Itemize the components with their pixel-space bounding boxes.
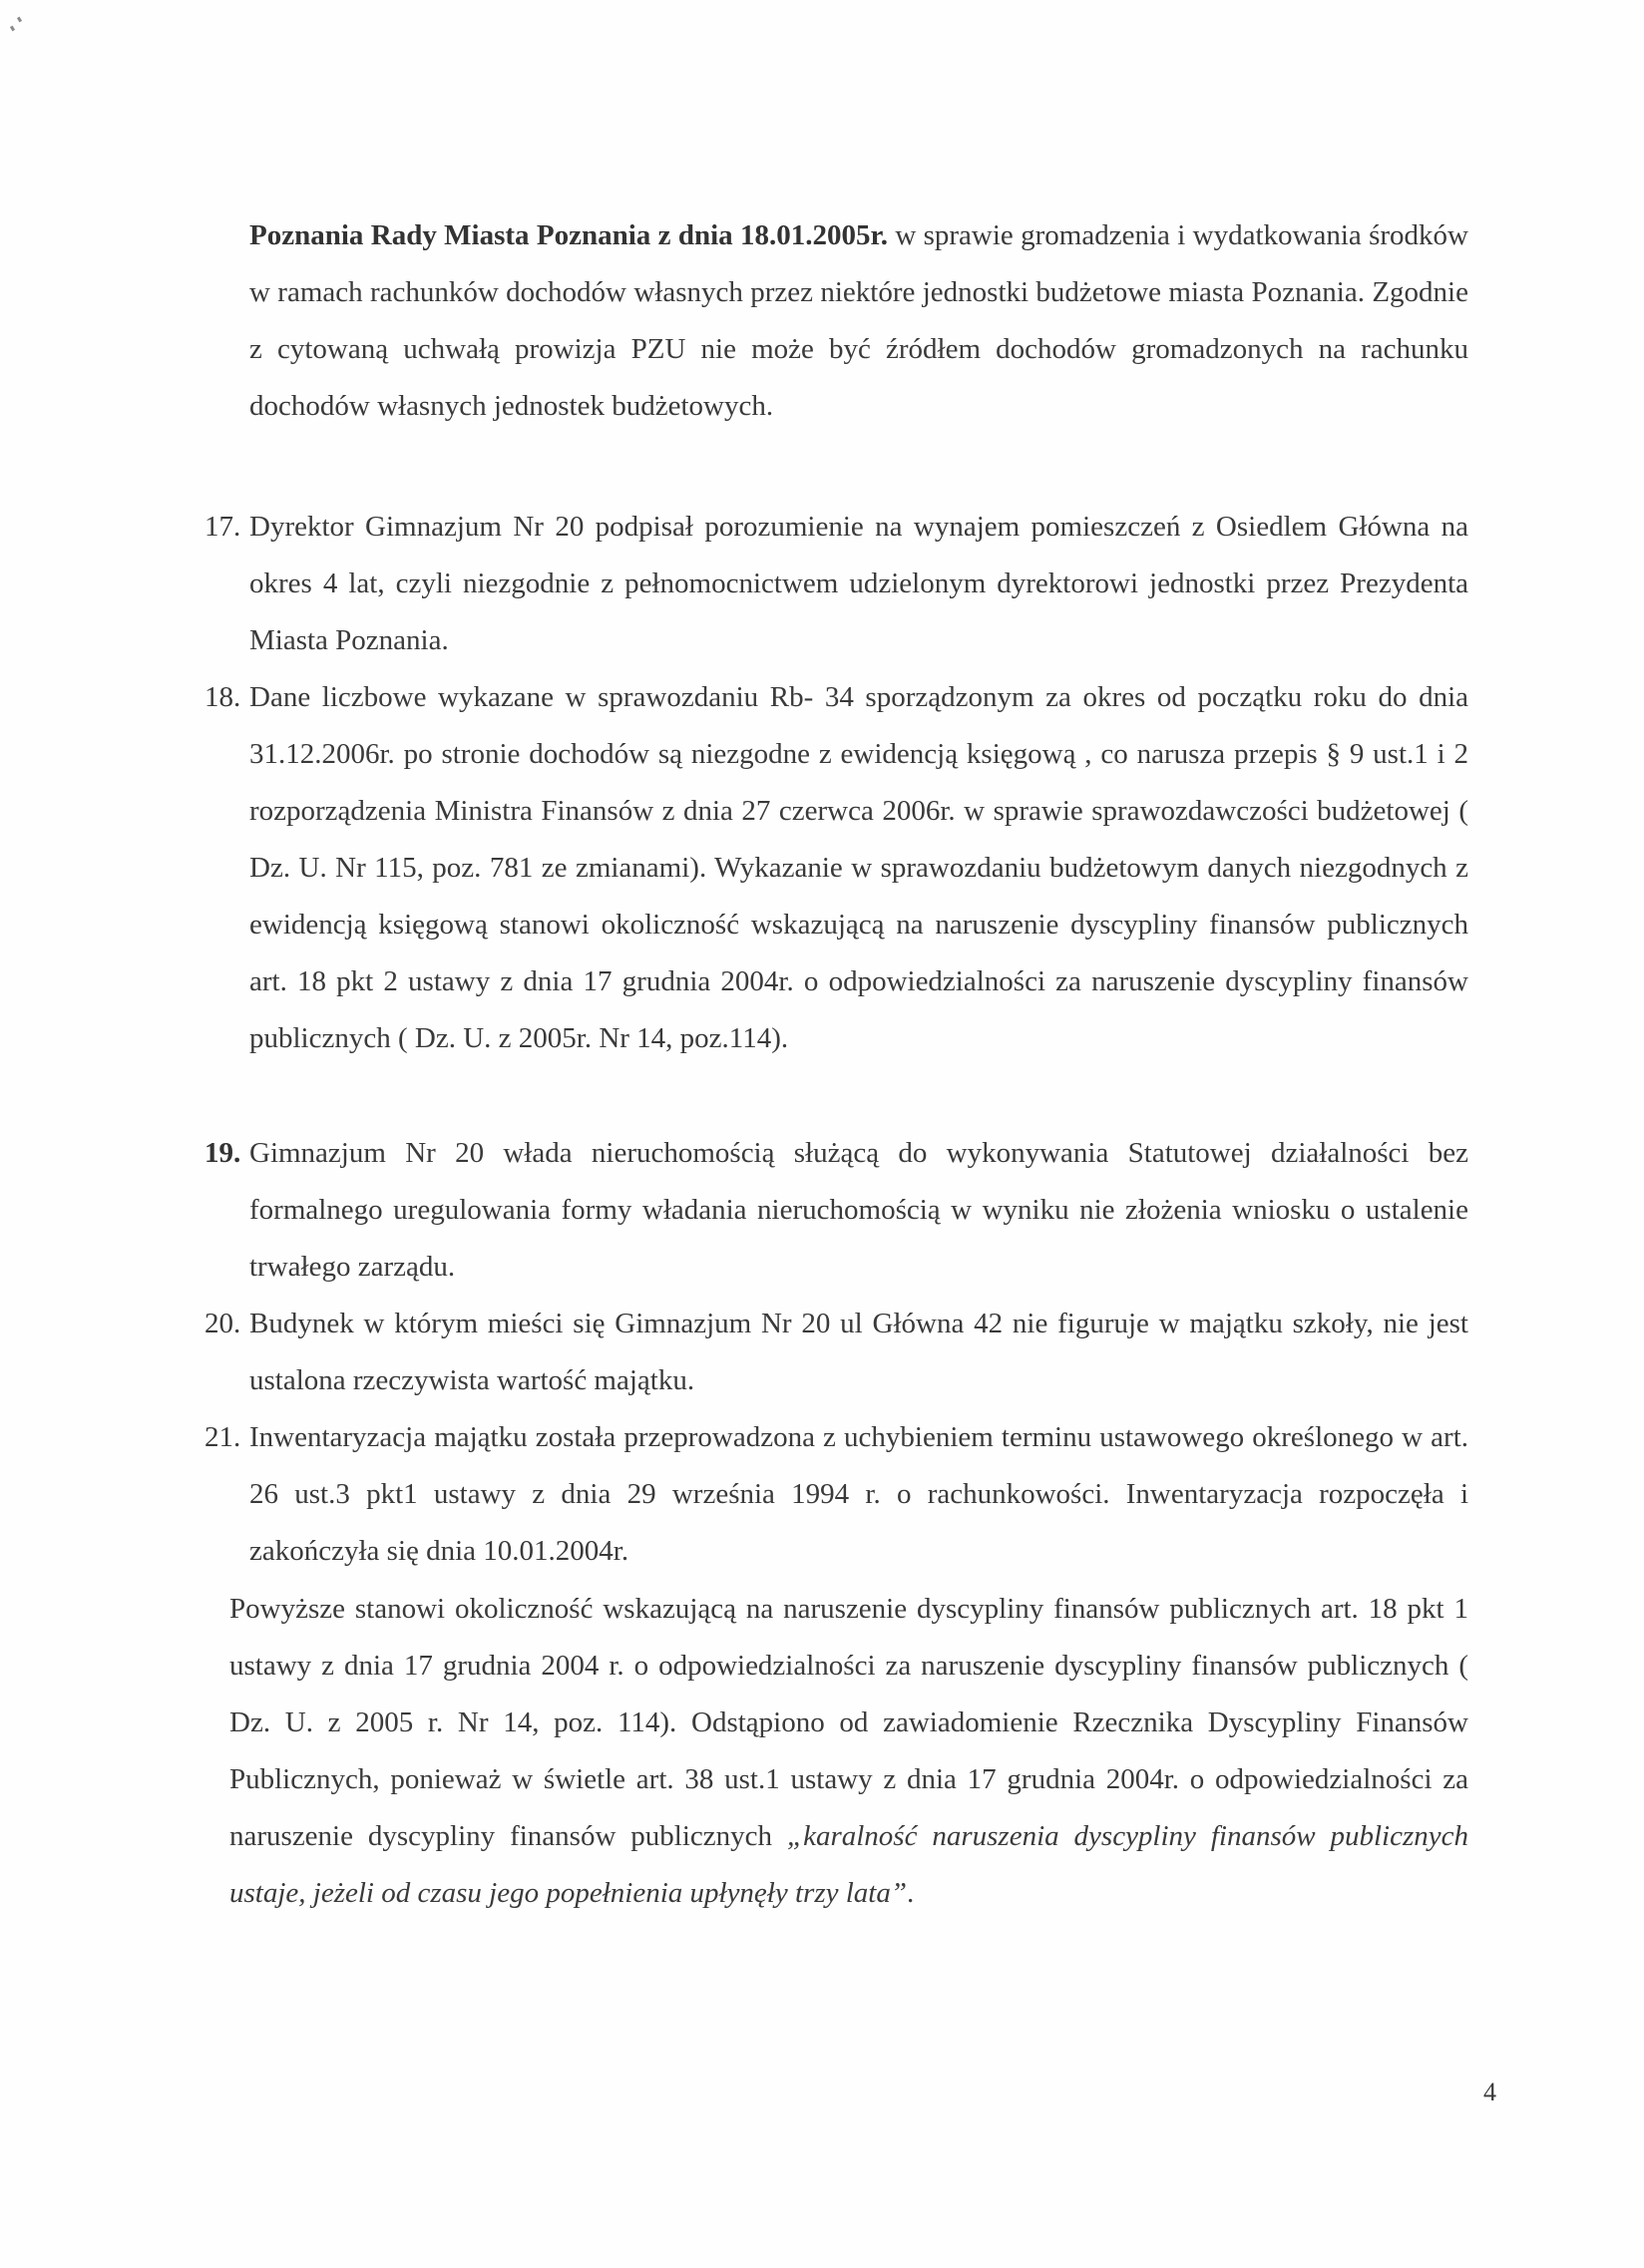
intro-bold-reference: Poznania Rady Miasta Poznania z dnia 18.01.2005r. xyxy=(249,219,888,251)
item-text: Inwentaryzacja majątku została przeprowadzona z uchybieniem terminu ustawowego określonego w art. 26 ust.3 pkt1 ustawy z dnia 29 września 1994 r. o rachunkowości. Inwentaryzacja rozpoczęła i zakończyła się dnia 10.01.2004r. xyxy=(249,1421,1468,1567)
item-number: 20. xyxy=(205,1308,241,1339)
page-number: 4 xyxy=(1483,2078,1496,2106)
item-text: Dyrektor Gimnazjum Nr 20 podpisał porozumienie na wynajem pomieszczeń z Osiedlem Główna na okres 4 lat, czyli niezgodnie z pełnomocnictwem udzielonym dyrektorowi jednostki przez Prezydenta Miasta Poznania. xyxy=(249,511,1468,656)
closing-end: . xyxy=(906,1877,915,1909)
closing-quote: „karalność naruszenia dyscypliny finansów publicznych ustaje, jeżeli od czasu jego popełnienia upłynęły trzy lata” xyxy=(229,1820,1468,1909)
list-item-17 xyxy=(205,499,1468,669)
item-number: 17. xyxy=(205,511,241,543)
item-text: Dane liczbowe wykazane w sprawozdaniu Rb- 34 sporządzonym za okres od początku roku do dnia 31.12.2006r. po stronie dochodów są niezgodne z ewidencją księgową , co narusza przepis § 9 ust.1 i 2 rozporządzenia Ministra Finansów z dnia 27 czerwca 2006r. w sprawie sprawozdawczości budżetowej ( Dz. U. Nr 115, poz. 781 ze zmianami). Wykazanie w sprawozdaniu budżetowym danych niezgodnych z ewidencją księgową stanowi okoliczność wskazującą na naruszenie dyscypliny finansów publicznych art. 18 pkt 2 ustawy z dnia 17 grudnia 2004r. o odpowiedzialności za naruszenie dyscypliny finansów publicznych ( Dz. U. z 2005r. Nr 14, poz.114). xyxy=(249,681,1468,1054)
item-text: Gimnazjum Nr 20 włada nieruchomością służącą do wykonywania Statutowej działalności bez formalnego uregulowania formy władania nieruchomością w wyniku nie złożenia wniosku o ustalenie trwałego zarządu. xyxy=(249,1137,1468,1283)
list-item-19 xyxy=(205,1125,1468,1296)
scan-speck xyxy=(10,26,15,32)
item-text: Budynek w którym mieści się Gimnazjum Nr 20 ul Główna 42 nie figuruje w majątku szkoły, nie jest ustalona rzeczywista wartość majątku. xyxy=(249,1308,1468,1396)
list-item-20 xyxy=(205,1296,1468,1409)
item-number: 19. xyxy=(205,1137,241,1169)
closing-text: Powyższe stanowi okoliczność wskazującą na naruszenie dyscypliny finansów publicznych art. 18 pkt 1 ustawy z dnia 17 grudnia 2004 r. o odpowiedzialności za naruszenie dyscypliny finansów publicznych ( Dz. U. z 2005 r. Nr 14, poz. 114). Odstąpiono od zawiadomienie Rzecznika Dyscypliny Finansów Publicznych, ponieważ w świetle art. 38 ust.1 ustawy z dnia 17 grudnia 2004r. o odpowiedzialności za naruszenie dyscypliny finansów publicznych xyxy=(229,1593,1468,1852)
item-number: 21. xyxy=(205,1421,241,1453)
scan-speck xyxy=(17,17,22,23)
list-item-21 xyxy=(205,1409,1468,1580)
list-item-18 xyxy=(205,669,1468,1067)
intro-paragraph xyxy=(249,207,1468,435)
closing-paragraph xyxy=(229,1581,1468,1922)
intro-text: w sprawie gromadzenia i wydatkowania środków w ramach rachunków dochodów własnych przez niektóre jednostki budżetowe miasta Poznania. Zgodnie z cytowaną uchwałą prowizja PZU nie może być źródłem dochodów gromadzonych na rachunku dochodów własnych jednostek budżetowych. xyxy=(249,219,1468,422)
item-number: 18. xyxy=(205,681,241,713)
